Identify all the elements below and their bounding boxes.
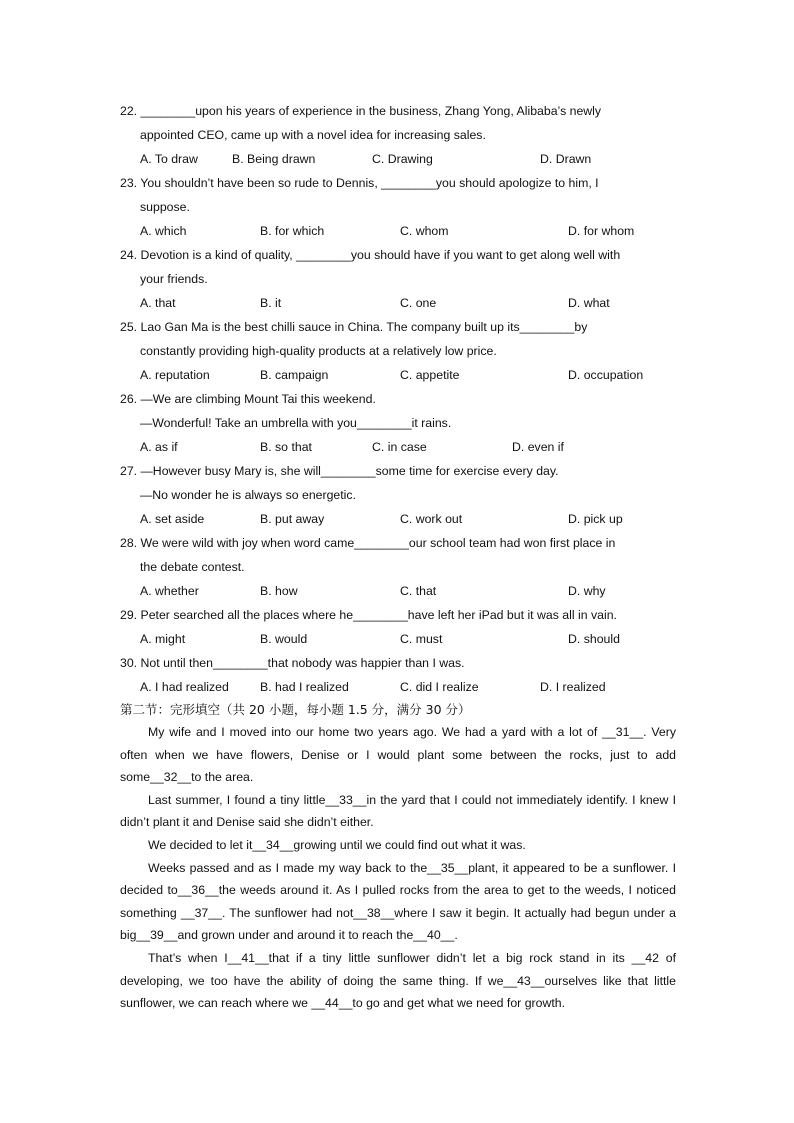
answer-options [120, 363, 676, 387]
question-stem-line: suppose. [140, 200, 190, 214]
answer-option[interactable]: A. might [140, 632, 186, 646]
question-item [120, 651, 676, 699]
answer-option[interactable]: A. To draw [140, 152, 198, 166]
question-stem-line: —Wonderful! Take an umbrella with you________it rains. [140, 416, 452, 430]
question-item [120, 243, 676, 315]
answer-option[interactable]: B. so that [260, 440, 312, 454]
question-stem-line: constantly providing high-quality products at a relatively low price. [140, 344, 497, 358]
answer-option[interactable]: B. put away [260, 512, 325, 526]
question-stem-line: the debate contest. [140, 560, 245, 574]
answer-option[interactable]: C. that [400, 584, 437, 598]
section-title: 第二节：完形填空（共 20 小题，每小题 1.5 分，满分 30 分） [120, 702, 471, 717]
answer-option[interactable]: A. as if [140, 440, 178, 454]
answer-option[interactable]: C. one [400, 296, 437, 310]
answer-option[interactable]: C. must [400, 632, 443, 646]
answer-option[interactable]: B. it [260, 296, 282, 310]
passage-paragraph: We decided to let it__34__growing until we could find out what it was. [148, 837, 526, 852]
question-stem: 24. Devotion is a kind of quality, ________you should have if you want to get along well with [120, 248, 621, 262]
passage-paragraph: That’s when I__41__that if a tiny little sunflower didn’t let a big rock stand in its __42 of developing, we too have the ability of doing the same thing. If we__43__ourselves like that little sunflower, we can reach where we __44__to go and get what we need for growth. [120, 950, 676, 1011]
answer-option[interactable]: B. had I realized [260, 680, 349, 694]
question-stem: 30. Not until then________that nobody was happier than I was. [120, 656, 465, 670]
answer-option[interactable]: A. which [140, 224, 187, 238]
question-item [120, 531, 676, 603]
question-item [120, 387, 676, 459]
answer-option[interactable]: C. work out [400, 512, 463, 526]
answer-option[interactable]: A. that [140, 296, 176, 310]
answer-option[interactable]: C. Drawing [372, 152, 433, 166]
answer-option[interactable]: C. whom [400, 224, 449, 238]
answer-option[interactable]: A. set aside [140, 512, 205, 526]
multiple-choice-section [120, 99, 676, 699]
answer-options [120, 435, 676, 459]
question-stem: 26. —We are climbing Mount Tai this weekend. [120, 392, 376, 406]
question-stem-line: —No wonder he is always so energetic. [140, 488, 356, 502]
answer-option[interactable]: B. Being drawn [232, 152, 316, 166]
cloze-passage [120, 721, 676, 1015]
answer-option[interactable]: D. what [568, 296, 610, 310]
question-stem: 22. ________upon his years of experience in the business, Zhang Yong, Alibaba’s newly [120, 104, 602, 118]
question-stem: 25. Lao Gan Ma is the best chilli sauce in China. The company built up its________by [120, 320, 588, 334]
answer-option[interactable]: B. would [260, 632, 308, 646]
answer-option[interactable]: B. campaign [260, 368, 329, 382]
question-item [120, 459, 676, 531]
answer-option[interactable]: D. pick up [568, 512, 623, 526]
answer-option[interactable]: C. appetite [400, 368, 460, 382]
answer-option[interactable]: D. I realized [540, 680, 606, 694]
question-stem: 28. We were wild with joy when word came________our school team had won first place in [120, 536, 616, 550]
question-stem: 23. You shouldn’t have been so rude to Dennis, ________you should apologize to him, I [120, 176, 599, 190]
question-item [120, 171, 676, 243]
answer-option[interactable]: D. occupation [568, 368, 644, 382]
answer-options [120, 291, 676, 315]
question-item [120, 315, 676, 387]
answer-option[interactable]: D. even if [512, 440, 564, 454]
answer-options [120, 675, 676, 699]
question-stem-line: appointed CEO, came up with a novel idea for increasing sales. [140, 128, 486, 142]
question-stem: 29. Peter searched all the places where he________have left her iPad but it was all in vain. [120, 608, 617, 622]
question-stem-line: your friends. [140, 272, 208, 286]
answer-options [120, 579, 676, 603]
question-stem: 27. —However busy Mary is, she will________some time for exercise every day. [120, 464, 559, 478]
answer-option[interactable]: B. how [260, 584, 298, 598]
answer-option[interactable]: B. for which [260, 224, 325, 238]
answer-option[interactable]: D. why [568, 584, 606, 598]
answer-option[interactable]: D. for whom [568, 224, 635, 238]
answer-options [120, 627, 676, 651]
answer-option[interactable]: D. should [568, 632, 620, 646]
answer-option[interactable]: A. whether [140, 584, 199, 598]
passage-paragraph: Last summer, I found a tiny little__33__in the yard that I could not immediately identify. I knew I didn’t plant it and Denise said she didn’t either. [120, 792, 676, 830]
passage-paragraph: My wife and I moved into our home two years ago. We had a yard with a lot of __31__. Very often when we have flowers, Denise or I would plant some between the rocks, just to add some__32__to the area. [120, 725, 676, 785]
question-item [120, 603, 676, 651]
passage-paragraph: Weeks passed and as I made my way back to the__35__plant, it appeared to be a sunflower. I decided to__36__the weeds around it. As I pulled rocks from the area to get to the weeds, I noticed something __37__. The sunflower had not__38__where I saw it begin. It actually had begun under a big__39__and grown under and around it to reach the__40__. [120, 860, 676, 943]
answer-option[interactable]: D. Drawn [540, 152, 592, 166]
question-item [120, 99, 676, 171]
answer-option[interactable]: A. I had realized [140, 680, 229, 694]
answer-option[interactable]: C. in case [372, 440, 427, 454]
answer-option[interactable]: C. did I realize [400, 680, 479, 694]
answer-options [120, 147, 676, 171]
content-area [120, 99, 676, 1015]
answer-options [120, 507, 676, 531]
answer-option[interactable]: A. reputation [140, 368, 210, 382]
answer-options [120, 219, 676, 243]
